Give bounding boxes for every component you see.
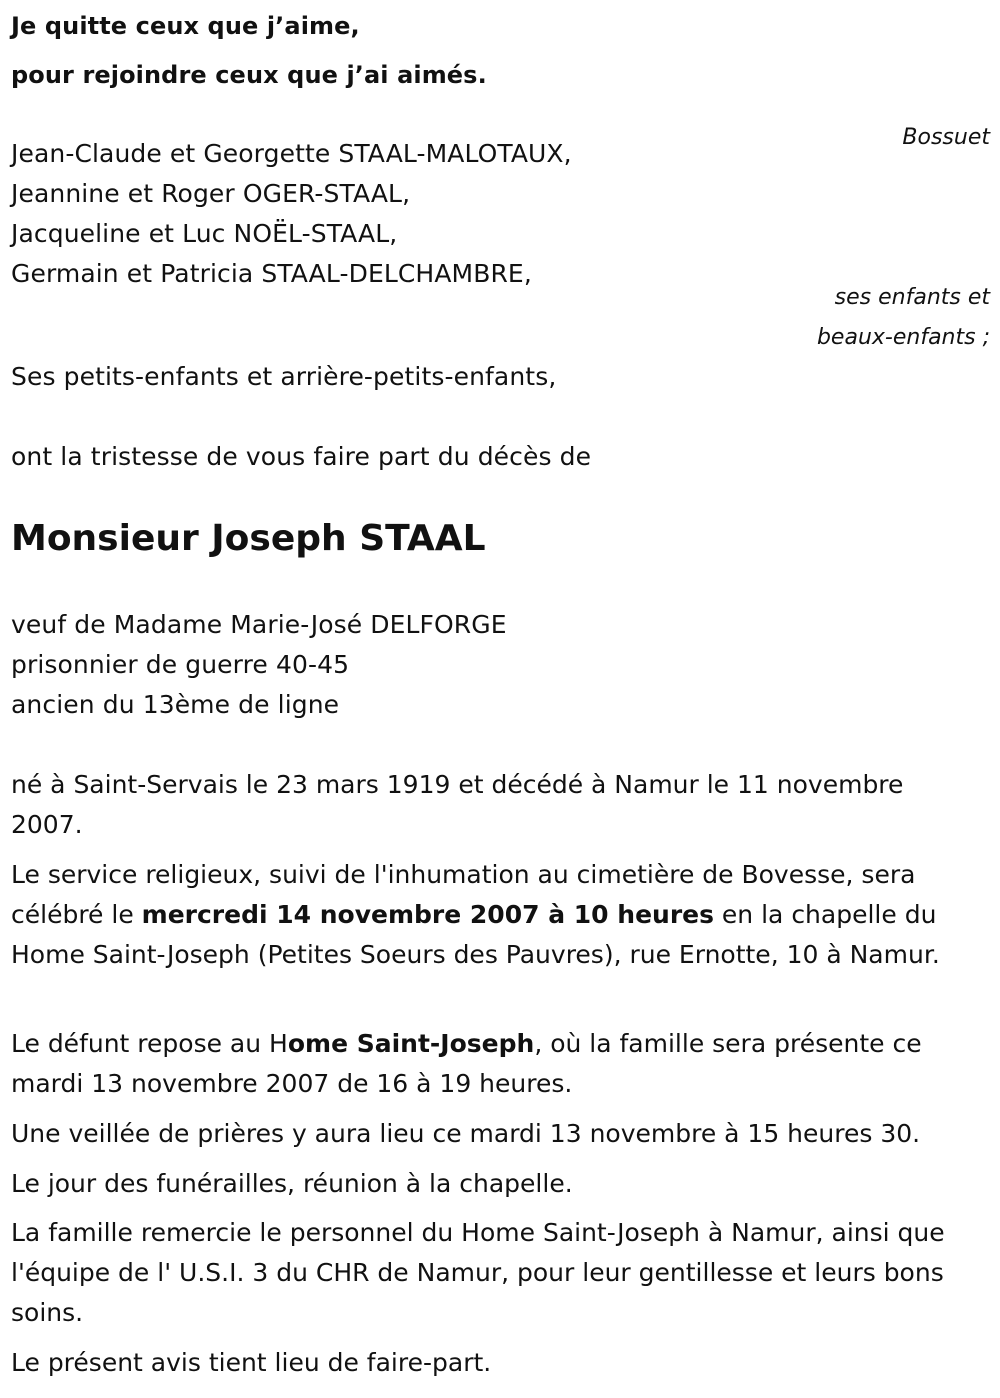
vigil-paragraph: Une veillée de prières y aura lieu ce mardi 13 novembre à 15 heures 30.	[11, 1119, 921, 1148]
family-member-4: Germain et Patricia STAAL-DELCHAMBRE,	[11, 259, 532, 288]
deceased-detail-prisoner: prisonnier de guerre 40-45	[11, 650, 350, 679]
service-date-time: mercredi 14 novembre 2007 à 10 heures	[141, 900, 714, 929]
repose-location: ome Saint-Joseph	[287, 1029, 535, 1058]
service-text-end: en la chapelle du Home Saint-Joseph (Petites Soeurs des Pauvres), rue Ernotte, 10 à Namur.	[11, 900, 940, 969]
quote-line-1: Je quitte ceux que j’aime,	[11, 12, 360, 40]
family-member-2: Jeannine et Roger OGER-STAAL,	[11, 179, 411, 208]
thanks-paragraph: La famille remercie le personnel du Home Saint-Joseph à Namur, ainsi que l'équipe de l' U.S.I. 3 du CHR de Namur, pour leur gentillesse et leurs bons soins.	[11, 1218, 945, 1327]
relation-line-1: ses enfants et	[834, 285, 990, 310]
deceased-detail-widow: veuf de Madame Marie-José DELFORGE	[11, 610, 507, 639]
birth-death-paragraph: né à Saint-Servais le 23 mars 1919 et décédé à Namur le 11 novembre 2007.	[11, 770, 904, 839]
announcement-line: ont la tristesse de vous faire part du décès de	[11, 442, 592, 471]
funeral-day-paragraph: Le jour des funérailles, réunion à la chapelle.	[11, 1169, 573, 1198]
service-paragraph	[11, 855, 981, 975]
repose-text-end: , où la famille sera présente ce mardi 13 novembre 2007 de 16 à 19 heures.	[11, 1029, 922, 1098]
repose-paragraph	[11, 1024, 981, 1104]
repose-text-start: Le défunt repose au H	[11, 1029, 288, 1058]
deceased-detail-regiment: ancien du 13ème de ligne	[11, 690, 340, 719]
family-member-3: Jacqueline et Luc NOËL-STAAL,	[11, 219, 398, 248]
deceased-name: Monsieur Joseph STAAL	[11, 518, 486, 559]
notice-paragraph: Le présent avis tient lieu de faire-part.	[11, 1348, 492, 1377]
family-member-1: Jean-Claude et Georgette STAAL-MALOTAUX,	[11, 139, 572, 168]
quote-author: Bossuet	[902, 125, 990, 150]
relation-line-2: beaux-enfants ;	[816, 325, 990, 350]
service-text-start: Le service religieux, suivi de l'inhumation au cimetière de Bovesse, sera célébré le	[11, 860, 916, 929]
grandchildren-line: Ses petits-enfants et arrière-petits-enfants,	[11, 362, 557, 391]
quote-line-2: pour rejoindre ceux que j’ai aimés.	[11, 61, 487, 89]
